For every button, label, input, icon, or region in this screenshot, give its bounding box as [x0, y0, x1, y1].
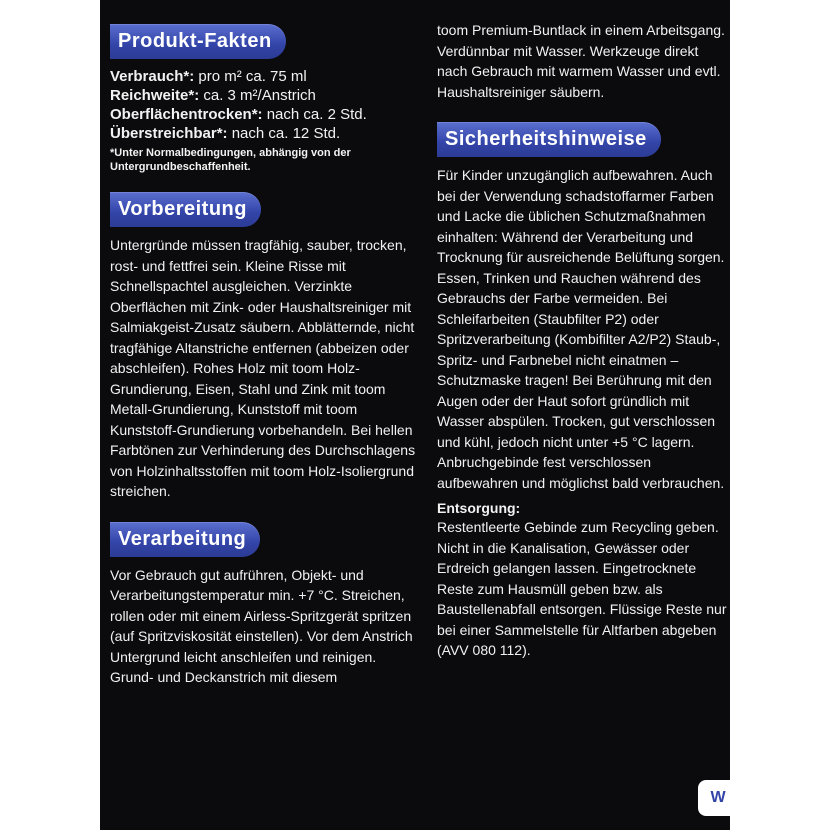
heading-produkt-fakten: Produkt-Fakten [110, 24, 286, 59]
fact-value: pro m² ca. 75 ml [198, 68, 307, 85]
fact-label: Oberflächentrocken*: [110, 106, 263, 123]
fact-row [110, 124, 420, 143]
facts-list [110, 67, 420, 174]
section-verarbeitung [110, 522, 420, 688]
facts-footnote: *Unter Normalbedingungen, abhängig von der Untergrundbeschaffenheit. [110, 147, 351, 173]
heading-verarbeitung: Verarbeitung [110, 522, 260, 557]
section-sicherheit [437, 122, 727, 661]
verarbeitung-continuation: toom Premium-Buntlack in einem Arbeitsgang. Verdünnbar mit Wasser. Werkzeuge direkt nach Gebrauch mit warmem Wasser und evtl. Haushaltsreiniger säubern. [437, 22, 725, 100]
verarbeitung-text: Vor Gebrauch gut aufrühren, Objekt- und Verarbeitungstemperatur min. +7 °C. Streichen, rollen oder mit einem Airless-Spritzgerät spritzen (auf Spritzviskosität einstellen). Vor dem Anstrich Untergrund leicht anschleifen und reinigen. Grund- und Deckanstrich mit diesem [110, 566, 413, 685]
fact-label: Reichweite*: [110, 87, 200, 104]
heading-sicherheitshinweise: Sicherheitshinweise [437, 122, 661, 157]
sicherheit-text: Für Kinder unzugänglich aufbewahren. Auch bei der Verwendung schadstoffarmer Farben und Lacke die üblichen Schutzmaßnahmen einhalten: Während der Verarbeitung und Trocknung für ausreichende Belüftung sorgen. Essen, Trinken und Rauchen während des Gebrauchs der Farbe vermeiden. Bei Schleifarbeiten (Staubfilter P2) oder Spritzverarbeitung (Kombifilter A2/P2) Staub-, Spritz- und Farbnebel nicht einatmen – Schutzmaske tragen! Bei Berührung mit den Augen oder der Haut sofort gründlich mit Wasser abspülen. Trocken, gut verschlossen und kühl, jedoch nicht unter +5 °C lagern. Anbruchgebinde fest verschlossen aufbewahren und möglichst bald verbrauchen. [437, 167, 725, 491]
left-column [110, 24, 420, 688]
fact-row [110, 67, 420, 86]
fact-value: ca. 3 m²/Anstrich [203, 87, 316, 104]
fact-row [110, 86, 420, 105]
entsorgung-text: Restentleerte Gebinde zum Recycling geben. Nicht in die Kanalisation, Gewässer oder Erdreich gelangen lassen. Eingetrocknete Reste zum Hausmüll geben bzw. als Baustellenabfall entsorgen. Flüssige Reste nur bei einer Sammelstelle für Altfarben abgeben (AVV 080 112). [437, 519, 727, 658]
fact-row [110, 105, 420, 124]
fact-label: Verbrauch*: [110, 68, 195, 85]
heading-vorbereitung: Vorbereitung [110, 192, 261, 227]
right-column [437, 20, 727, 661]
fact-value: nach ca. 2 Std. [266, 106, 367, 123]
fact-value: nach ca. 12 Std. [231, 125, 341, 142]
fact-label: Überstreichbar*: [110, 125, 228, 142]
section-vorbereitung [110, 192, 420, 502]
entsorgung-label: Entsorgung: [437, 500, 521, 516]
vorbereitung-text: Untergründe müssen tragfähig, sauber, trocken, rost- und fettfrei sein. Kleine Risse mit Schnellspachtel ausgleichen. Verzinkte Oberflächen mit Zink- oder Haushaltsreiniger mit Salmiakgeist-Zusatz säubern. Abblätternde, nicht tragfähige Altanstriche entfernen (abbeizen oder abschleifen). Rohes Holz mit toom Holz-Grundierung, Eisen, Stahl und Zink mit toom Metall-Grundierung, Kunststoff mit toom Kunststoff-Grundierung vorbehandeln. Bei hellen Farbtönen zur Verhinderung des Durchschlagens von Holzinhaltsstoffen mit toom Holz-Isoliergrund streichen. [110, 237, 416, 499]
corner-tab: W [698, 780, 738, 816]
